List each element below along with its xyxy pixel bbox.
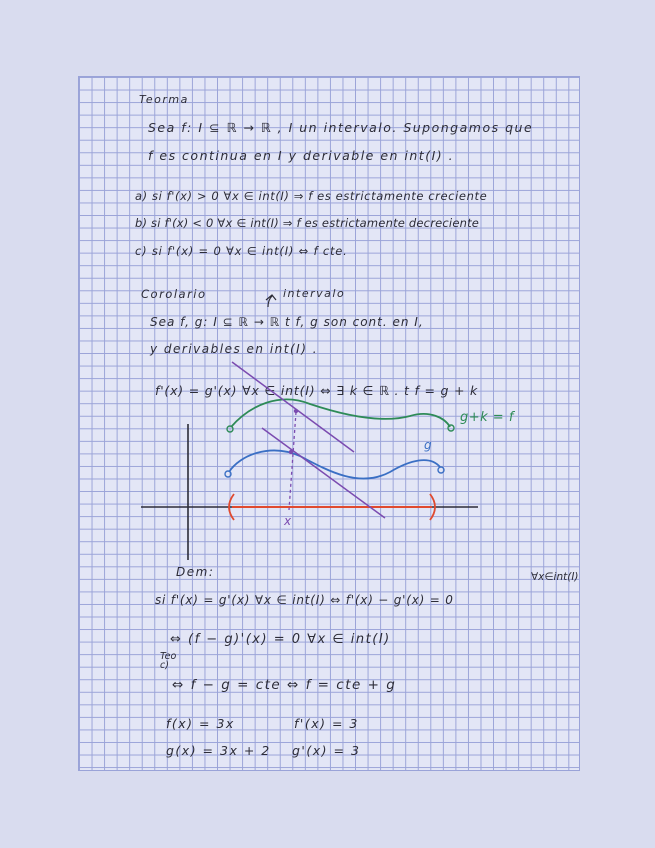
theorem-statement-line2: f es continua en I y derivable en int(I) . <box>148 148 455 163</box>
example-g: g(x) = 3x + 2 <box>166 743 271 758</box>
proof-line1: si f'(x) = g'(x) ∀x ∈ int(I) ⇔ f'(x) − g'(x) = 0 <box>155 593 454 607</box>
corollary-line1: Sea f, g: I ⊆ ℝ → ℝ t f, g son cont. en I, <box>150 315 424 329</box>
tangent-line-lower <box>262 428 385 518</box>
example-f-derivative: f'(x) = 3 <box>294 716 359 731</box>
tangent-point-upper <box>294 409 298 413</box>
corollary-line3: f'(x) = g'(x) ∀x ∈ int(I) ⇔ ∃ k ∈ ℝ . t f = g + k <box>155 383 479 398</box>
theorem-title: Teorma <box>139 93 189 106</box>
vertical-guide <box>289 412 296 510</box>
label-x-point: x <box>284 514 293 528</box>
tangent-point-lower <box>289 450 293 454</box>
tangent-line-upper <box>232 362 354 452</box>
example-g-derivative: g'(x) = 3 <box>292 743 361 758</box>
green-curve <box>231 399 450 427</box>
theorem-item-a: a) si f'(x) > 0 ∀x ∈ int(I) ⇒ f es estrictamente creciente <box>135 189 488 203</box>
theorem-item-c: c) si f'(x) = 0 ∀x ∈ int(I) ⇔ f cte. <box>135 244 348 258</box>
proof-theorem-reference: Teo c) <box>160 651 177 671</box>
label-blue-curve: g <box>424 438 434 452</box>
proof-line2: ⇔ (f − g)'(x) = 0 ∀x ∈ int(I) <box>170 632 391 647</box>
proof-side-note: ∀x∈int(I) <box>531 571 579 583</box>
example-f: f(x) = 3x <box>166 716 235 731</box>
corollary-annotation: intervalo <box>283 287 346 300</box>
blue-curve-start <box>225 471 231 477</box>
theorem-statement-line1: Sea f: I ⊆ ℝ → ℝ , I un intervalo. Supongamos que <box>148 120 534 135</box>
green-curve-end <box>448 425 454 431</box>
theorem-item-b: b) si f'(x) < 0 ∀x ∈ int(I) ⇒ f es estrictamente decreciente <box>135 216 480 230</box>
corollary-title: Corolario <box>141 287 207 301</box>
green-curve-start <box>227 426 233 432</box>
blue-curve <box>229 451 440 479</box>
label-green-curve: g+k = f <box>460 410 514 425</box>
blue-curve-end <box>438 467 444 473</box>
annotation-arrow <box>266 295 276 307</box>
proof-line3: ⇔ f − g = cte ⇔ f = cte + g <box>172 677 397 693</box>
proof-title: Dem: <box>176 565 215 579</box>
corollary-line2: y derivables en int(I) . <box>150 342 319 356</box>
